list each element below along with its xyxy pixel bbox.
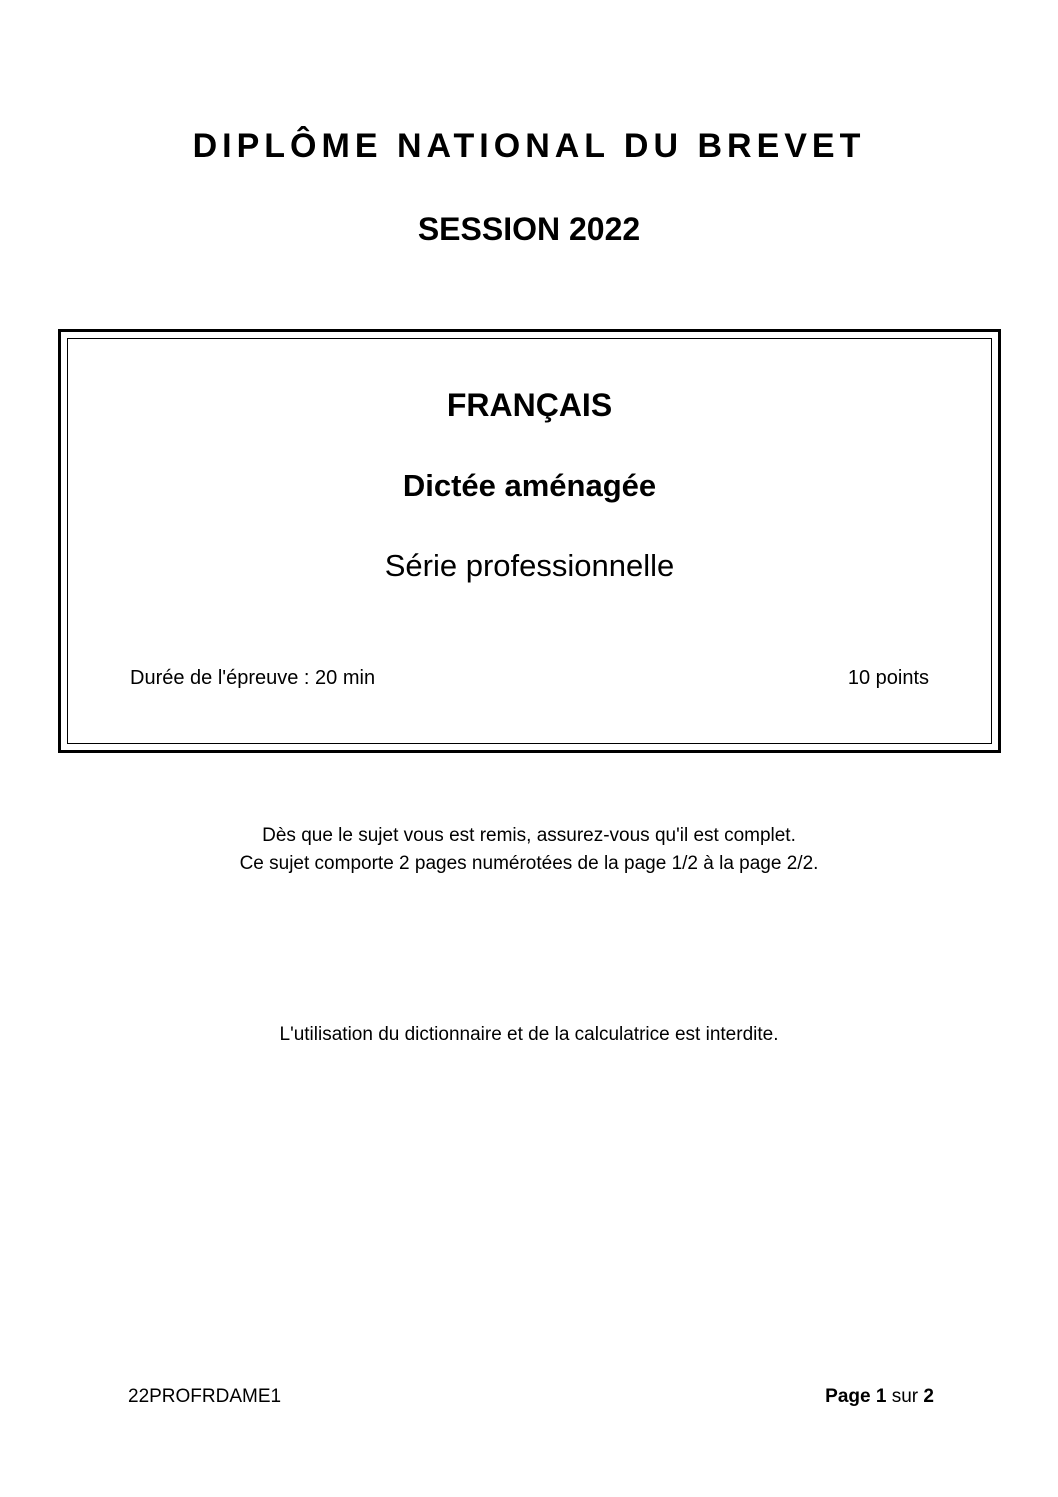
subject-title: FRANÇAIS: [446, 387, 613, 423]
page-label: Page: [825, 1386, 871, 1407]
instruction-completeness: Dès que le sujet vous est remis, assurez-vous qu'il est complet.: [262, 825, 796, 846]
instruction-forbidden-tools: L'utilisation du dictionnaire et de la calculatrice est interdite.: [279, 1024, 779, 1045]
page-total: 2: [923, 1386, 934, 1407]
page-separator: sur: [891, 1386, 919, 1407]
document-code: 22PROFRDAME1: [128, 1386, 282, 1407]
instruction-page-count: Ce sujet comporte 2 pages numérotées de la page 1/2 à la page 2/2.: [239, 853, 819, 874]
subject-box: [58, 329, 1001, 753]
page-current: 1: [875, 1386, 887, 1407]
points-label: 10 points: [847, 667, 929, 689]
session-title: SESSION 2022: [417, 211, 641, 247]
duration-label: Durée de l'épreuve : 20 min: [130, 667, 376, 689]
series-label: Série professionnelle: [384, 548, 675, 583]
exam-title: Dictée aménagée: [402, 468, 657, 503]
subject-box-inner-border: [67, 338, 992, 744]
page-number: [825, 1385, 934, 1409]
document-title: DIPLÔME NATIONAL DU BREVET: [192, 127, 866, 165]
